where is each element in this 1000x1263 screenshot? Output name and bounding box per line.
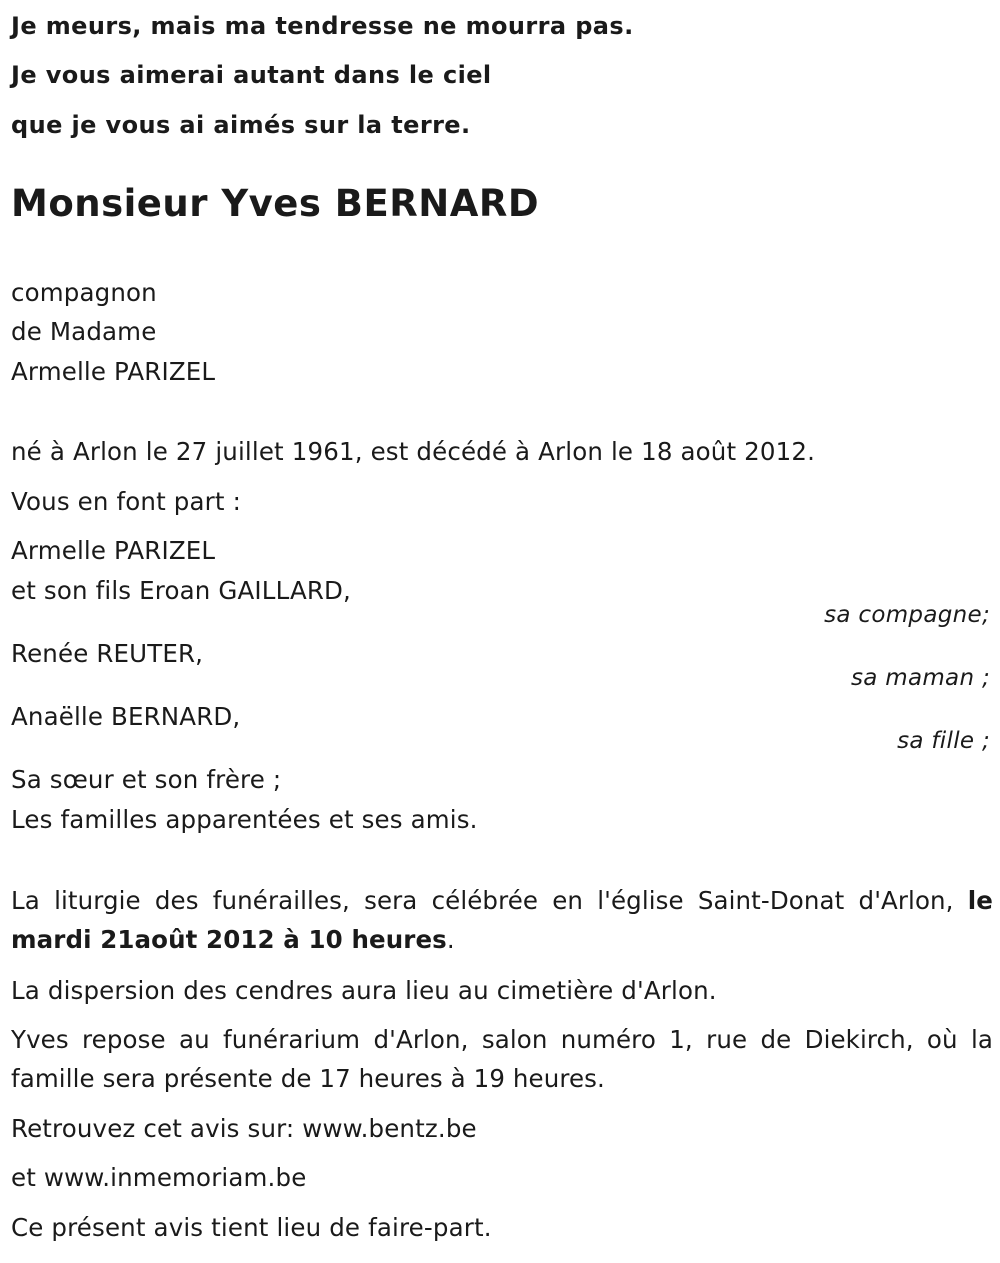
announcement-intro: Vous en font part :	[11, 487, 241, 516]
family-name: Anaëlle BERNARD,	[11, 702, 241, 731]
family-role: sa compagne;	[824, 602, 990, 628]
family-name: et son fils Eroan GAILLARD,	[11, 576, 351, 605]
liturgy-end: .	[446, 925, 455, 954]
liturgy-text: La liturgie des funérailles, sera célébrée en l'église Saint-Donat d'Arlon,	[11, 886, 968, 915]
link-line-2: et www.inmemoriam.be	[11, 1163, 307, 1192]
liturgy-date: le mardi 21août 2012 à 10 heures	[11, 886, 993, 954]
family-role: sa fille ;	[897, 728, 990, 754]
link-line-1: Retrouvez cet avis sur: www.bentz.be	[11, 1114, 477, 1143]
deceased-name: Monsieur Yves BERNARD	[11, 182, 540, 225]
family-name: Renée REUTER,	[11, 639, 204, 668]
birth-death-text: né à Arlon le 27 juillet 1961, est décédé à Arlon le 18 août 2012.	[11, 437, 816, 466]
relation-line-3: Armelle PARIZEL	[11, 357, 216, 386]
quote-line-2: Je vous aimerai autant dans le ciel	[11, 61, 492, 89]
family-others: Les familles apparentées et ses amis.	[11, 805, 478, 834]
liturgy-paragraph	[11, 881, 993, 959]
dispersion-text: La dispersion des cendres aura lieu au cimetière d'Arlon.	[11, 976, 717, 1005]
family-role: sa maman ;	[850, 665, 990, 691]
quote-line-1: Je meurs, mais ma tendresse ne mourra pas.	[11, 12, 634, 40]
relation-line-1: compagnon	[11, 278, 157, 307]
relation-line-2: de Madame	[11, 317, 157, 346]
family-name: Armelle PARIZEL	[11, 536, 216, 565]
quote-line-3: que je vous ai aimés sur la terre.	[11, 111, 471, 139]
family-others: Sa sœur et son frère ;	[11, 765, 282, 794]
footer-note: Ce présent avis tient lieu de faire-part.	[11, 1213, 492, 1242]
funerarium-text: Yves repose au funérarium d'Arlon, salon numéro 1, rue de Diekirch, où la famille sera présente de 17 heures à 19 heures.	[11, 1025, 993, 1093]
